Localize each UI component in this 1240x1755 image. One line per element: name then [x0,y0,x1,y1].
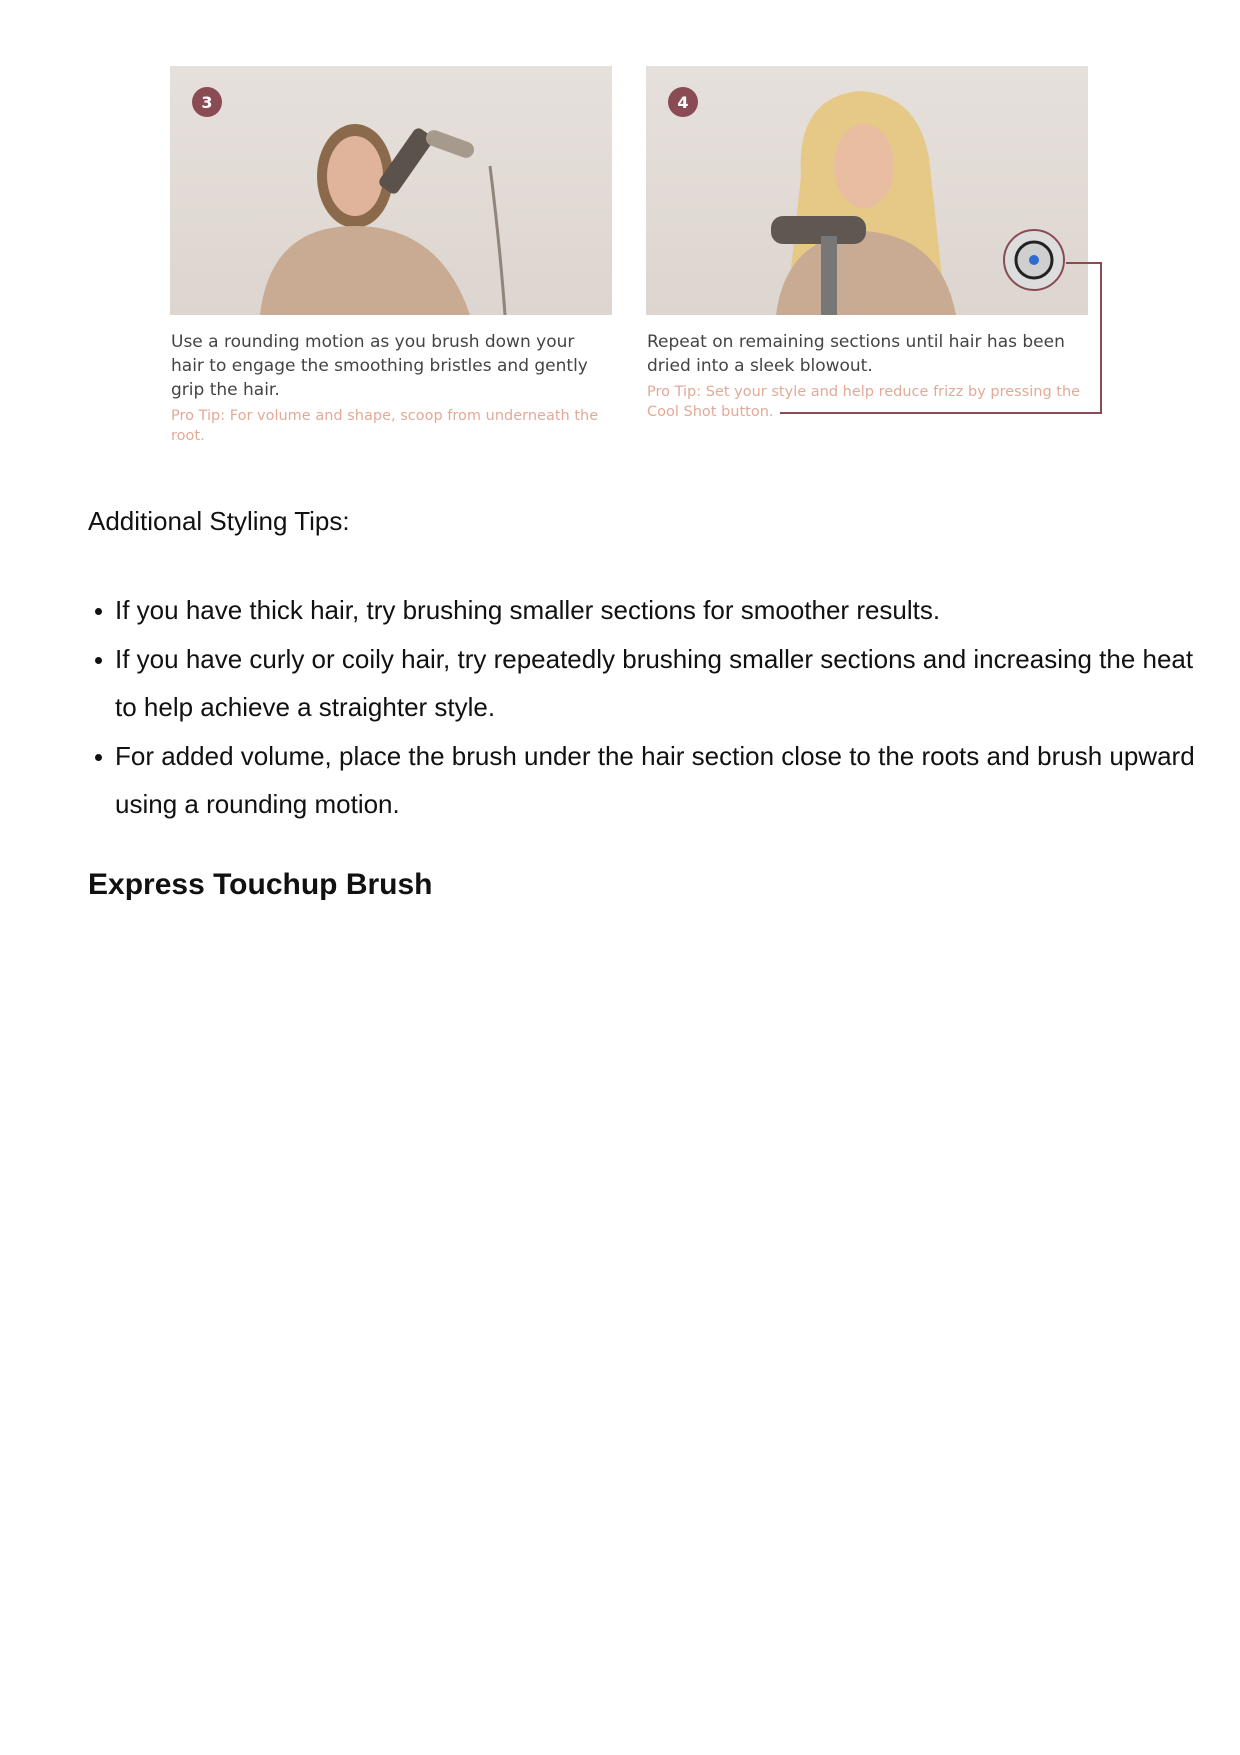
step-4-photo [646,66,1088,315]
list-item: If you have curly or coily hair, try repeatedly brushing smaller sections and increasing the heat to help achieve a straighter style. [115,635,1195,732]
pro-tip: Pro Tip: For volume and shape, scoop from underneath the root. [171,408,599,444]
cool-shot-button-icon [1002,228,1066,292]
step-number-badge: 3 [192,87,222,117]
section-heading: Express Touchup Brush [88,868,433,901]
step-3-caption [171,330,611,446]
callout-line [1100,262,1102,414]
tips-list [88,586,1195,829]
additional-tips-heading: Additional Styling Tips: [88,506,350,536]
step-description: Use a rounding motion as you brush down your hair to engage the smoothing bristles and gently grip the hair. [171,332,588,400]
step-4-caption [647,330,1087,422]
list-item: If you have thick hair, try brushing smaller sections for smoother results. [115,586,1195,635]
callout-line [1066,262,1102,264]
step-description: Repeat on remaining sections until hair has been dried into a sleek blowout. [647,332,1065,376]
step-3-photo [170,66,612,315]
list-item: For added volume, place the brush under the hair section close to the roots and brush upward using a rounding motion. [115,732,1195,829]
step-number-badge: 4 [668,87,698,117]
pro-tip: Pro Tip: Set your style and help reduce frizz by pressing the Cool Shot button. [647,384,1081,420]
woman-brushing-image [170,66,612,315]
